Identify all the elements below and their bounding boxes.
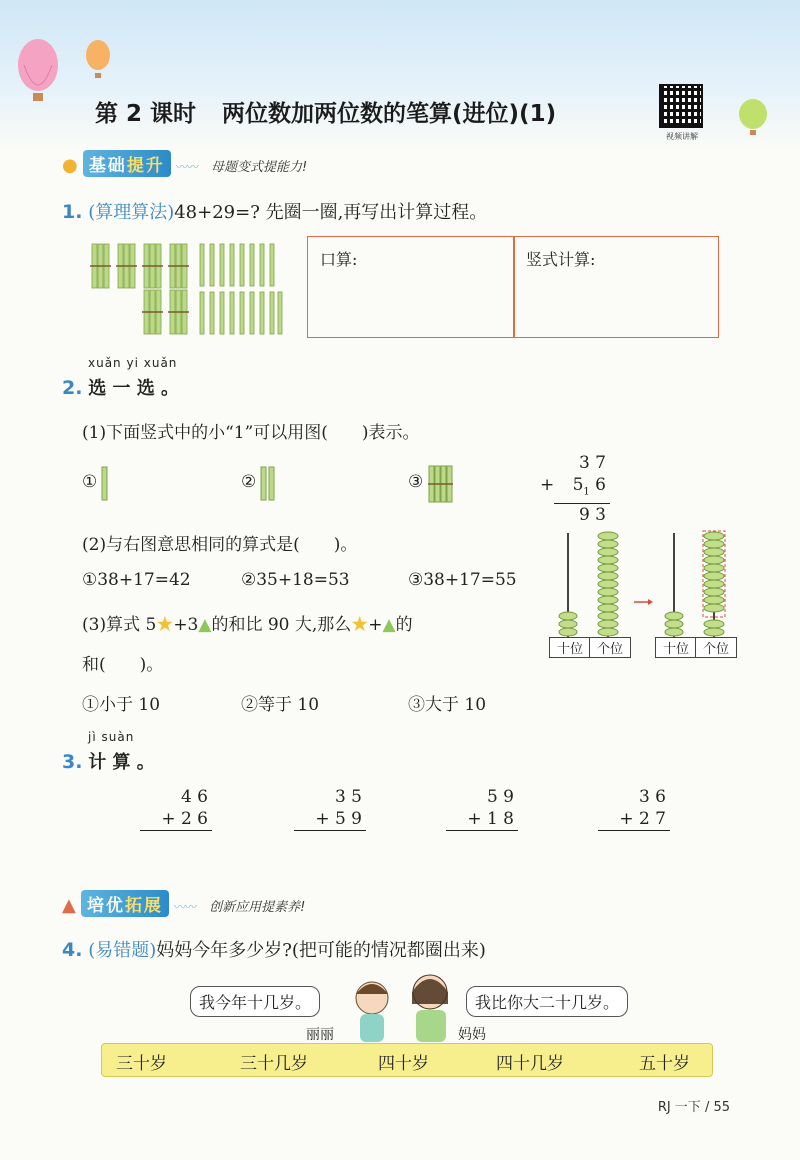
question-tag: (易错题): [88, 940, 157, 961]
triangle-icon: ▲: [198, 615, 212, 635]
qr-label: 视频讲解: [666, 132, 698, 141]
option-1[interactable]: ①: [82, 472, 98, 492]
page-footer: RJ 一下 / 55: [657, 1100, 730, 1115]
single-stick-icon: [101, 466, 109, 502]
q2-part2-option-a[interactable]: ①38+17=42: [82, 570, 191, 590]
speech-bubble-girl: 我今年十几岁。: [190, 986, 320, 1017]
rocket-icon: ▲: [62, 895, 76, 916]
characters-illustration: [340, 970, 460, 1044]
speech-bubble-mom: 我比你大二十几岁。: [466, 986, 628, 1017]
section-badge-basic: 基础提升: [83, 150, 171, 177]
vert-row1: 3 7: [578, 453, 606, 473]
calc-problem[interactable]: 3 6 + 2 7: [598, 786, 670, 831]
q2-part1-text: (1)下面竖式中的小“1”可以用图( )表示。: [82, 423, 420, 443]
name-girl: 丽丽: [306, 1027, 334, 1043]
arrow-icon: [634, 599, 653, 605]
mom-figure: [412, 975, 448, 1042]
abacus-label-ones: 个位: [589, 637, 631, 658]
calc-problem[interactable]: 3 5 + 5 9: [294, 786, 366, 831]
lesson-title: 两位数加两位数的笔算(进位)(1): [222, 101, 557, 127]
age-option[interactable]: 三十岁: [116, 1054, 167, 1074]
qr-code[interactable]: [659, 84, 703, 128]
wave-decoration-icon: 〰〰: [175, 160, 198, 174]
triangle-icon: ▲: [382, 615, 396, 635]
abacus-label-tens: 十位: [655, 637, 697, 658]
question-tag: (算理算法): [88, 202, 175, 223]
sticks-illustration: [90, 240, 285, 336]
calc-problem[interactable]: 5 9 + 1 8: [446, 786, 518, 831]
abacus-label-ones: 个位: [695, 637, 737, 658]
q2-part3-option-c[interactable]: ③大于 10: [408, 695, 487, 715]
age-option[interactable]: 四十岁: [378, 1054, 429, 1074]
vert-row2: + $5_1$ 6: [540, 475, 606, 498]
q2-part2-option-b[interactable]: ②35+18=53: [241, 570, 350, 590]
q2-part3-option-b[interactable]: ②等于 10: [241, 695, 320, 715]
stick-bundle: [92, 244, 187, 334]
ages-row: [101, 1043, 713, 1077]
vertical-calc-label: 竖式计算:: [526, 250, 596, 269]
option-3[interactable]: ③: [408, 472, 424, 492]
two-sticks-icon: [260, 466, 276, 502]
question-3: 3. 计 算 。: [62, 751, 155, 773]
abacus-illustration: [548, 528, 738, 640]
question-title: 选 一 选 。: [88, 378, 179, 399]
single-sticks: [200, 244, 282, 334]
section-slogan: 母题变式提能力!: [211, 160, 308, 175]
section-bar-advanced: [62, 890, 305, 916]
vert-result: 9 3: [554, 503, 610, 526]
question-4: 4. (易错题)妈妈今年多少岁?(把可能的情况都圈出来): [62, 939, 486, 961]
star-icon: ★: [351, 615, 369, 635]
mental-calc-label: 口算:: [320, 250, 358, 269]
abacus-label-tens: 十位: [549, 637, 591, 658]
star-icon: ★: [156, 615, 174, 635]
lesson-number: 第 2 课时: [95, 101, 197, 127]
calc-problem[interactable]: 4 6 + 2 6: [140, 786, 212, 831]
q2-part2-option-c[interactable]: ③38+17=55: [408, 570, 517, 590]
lightbulb-icon: ●: [62, 155, 78, 176]
stick-bundle-icon: [428, 464, 454, 504]
q2-part3-option-a[interactable]: ①小于 10: [82, 695, 161, 715]
age-option[interactable]: 三十几岁: [240, 1054, 308, 1074]
question-text: 48+29=? 先圈一圈,再写出计算过程。: [174, 202, 488, 223]
option-2[interactable]: ②: [241, 472, 257, 492]
question-2: 2. 选 一 选 。: [62, 377, 179, 399]
q2-pinyin: xuǎn yi xuǎn: [88, 356, 178, 370]
balloon-green: [736, 98, 770, 138]
age-option[interactable]: 五十岁: [639, 1054, 690, 1074]
section-bar-basic: [62, 150, 307, 176]
q2-part3-text-cont: 和( )。: [82, 655, 164, 675]
question-1: 1. (算理算法)48+29=? 先圈一圈,再写出计算过程。: [62, 201, 488, 223]
vertical-calculation: [540, 452, 610, 526]
q2-part2-text: (2)与右图意思相同的算式是( )。: [82, 535, 358, 555]
section-slogan: 创新应用提素养!: [209, 900, 306, 915]
answer-box-divider: [513, 237, 515, 337]
q3-pinyin: jì suàn: [88, 730, 135, 744]
page-title: [95, 95, 556, 128]
name-mom: 妈妈: [458, 1027, 486, 1043]
abacus-right: [665, 531, 725, 638]
girl-figure: [356, 982, 388, 1042]
balloon-orange: [86, 40, 110, 70]
question-title: 计 算 。: [88, 752, 155, 773]
section-badge-advanced: 培优拓展: [81, 890, 169, 917]
q2-part3-text: (3)算式 5★+3▲的和比 90 大,那么★+▲的: [82, 615, 413, 635]
age-option[interactable]: 四十几岁: [496, 1054, 564, 1074]
answer-box[interactable]: [307, 236, 719, 338]
question-text: 妈妈今年多少岁?(把可能的情况都圈出来): [156, 940, 486, 961]
abacus-left: [559, 532, 618, 638]
wave-decoration-icon: 〰〰: [174, 900, 197, 914]
